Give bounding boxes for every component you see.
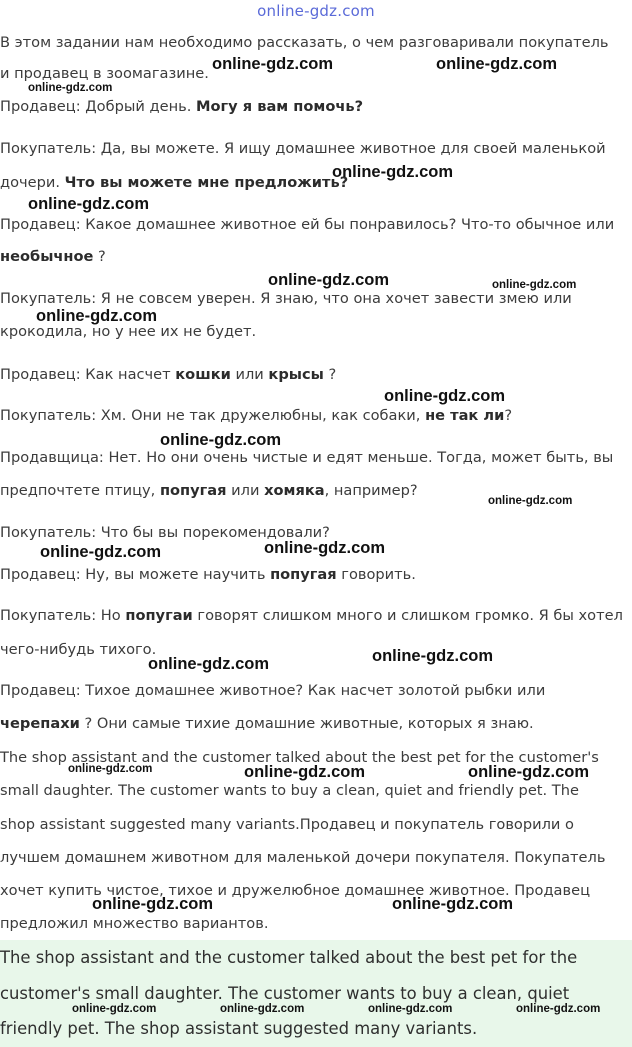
text-line: предложил множество вариантов. (0, 915, 269, 932)
dialogue-line: Продавец: Тихое домашнее животное? Как насчет золотой рыбки или (0, 682, 546, 699)
watermark: online-gdz.com (264, 539, 385, 557)
dialogue-line: Покупатель: Что бы вы порекомендовали? (0, 524, 330, 541)
watermark: online-gdz.com (160, 431, 281, 449)
watermark: online-gdz.com (332, 163, 453, 181)
text-line: и продавец в зоомагазине. (0, 65, 209, 82)
dialogue-line: Покупатель: Я не совсем уверен. Я знаю, что она хочет завести змею или (0, 290, 572, 307)
watermark: online-gdz.com (468, 763, 589, 781)
watermark: online-gdz.com (68, 763, 153, 775)
site-header-link[interactable]: online-gdz.com (257, 2, 375, 20)
text-line: В этом задании нам необходимо рассказать, о чем разговаривали покупатель (0, 34, 609, 51)
text-line: хочет купить чистое, тихое и дружелюбное домашнее животное. Продавец (0, 882, 591, 899)
dialogue-line: крокодила, но у нее их не будет. (0, 323, 257, 340)
answer-box (0, 940, 632, 1047)
watermark: online-gdz.com (368, 1003, 453, 1015)
text-line: small daughter. The customer wants to buy a clean, quiet and friendly pet. The (0, 782, 579, 799)
answer-line: friendly pet. The shop assistant suggested many variants. (0, 1019, 478, 1038)
dialogue-line: черепахи ? Они самые тихие домашние животные, которых я знаю. (0, 715, 534, 732)
watermark: online-gdz.com (392, 895, 513, 913)
dialogue-line: Продавец: Добрый день. Могу я вам помочь? (0, 98, 364, 115)
watermark: online-gdz.com (384, 387, 505, 405)
watermark: online-gdz.com (488, 495, 573, 507)
watermark: online-gdz.com (436, 55, 557, 73)
watermark: online-gdz.com (148, 655, 269, 673)
watermark: online-gdz.com (220, 1003, 305, 1015)
dialogue-line: Покупатель: Хм. Они не так дружелюбны, как собаки, не так ли? (0, 407, 513, 424)
dialogue-line: необычное ? (0, 248, 106, 265)
watermark: online-gdz.com (40, 543, 161, 561)
dialogue-line: дочери. Что вы можете мне предложить? (0, 174, 349, 191)
watermark: online-gdz.com (516, 1003, 601, 1015)
dialogue-line: чего-нибудь тихого. (0, 641, 157, 658)
watermark: online-gdz.com (28, 195, 149, 213)
dialogue-line: Продавец: Как насчет кошки или крысы ? (0, 366, 337, 383)
watermark: online-gdz.com (268, 271, 389, 289)
dialogue-line: Покупатель: Но попугаи говорят слишком много и слишком громко. Я бы хотел (0, 607, 623, 624)
dialogue-line: Покупатель: Да, вы можете. Я ищу домашнее животное для своей маленькой (0, 140, 606, 157)
watermark: online-gdz.com (372, 647, 493, 665)
dialogue-line: предпочтете птицу, попугая или хомяка, например? (0, 482, 418, 499)
watermark: online-gdz.com (92, 895, 213, 913)
answer-line: The shop assistant and the customer talked about the best pet for the (0, 948, 578, 967)
watermark: online-gdz.com (36, 307, 157, 325)
watermark: online-gdz.com (244, 763, 365, 781)
answer-line: customer's small daughter. The customer wants to buy a clean, quiet (0, 984, 570, 1003)
dialogue-line: Продавщица: Нет. Но они очень чистые и едят меньше. Тогда, может быть, вы (0, 449, 614, 466)
text-line: The shop assistant and the customer talked about the best pet for the customer's (0, 749, 599, 766)
watermark: online-gdz.com (492, 279, 577, 291)
text-line: shop assistant suggested many variants.Продавец и покупатель говорили о (0, 816, 574, 833)
text-line: лучшем домашнем животном для маленькой дочери покупателя. Покупатель (0, 849, 606, 866)
watermark: online-gdz.com (212, 55, 333, 73)
dialogue-line: Продавец: Ну, вы можете научить попугая говорить. (0, 566, 416, 583)
watermark: online-gdz.com (28, 82, 113, 94)
dialogue-line: Продавец: Какое домашнее животное ей бы понравилось? Что-то обычное или (0, 216, 615, 233)
watermark: online-gdz.com (72, 1003, 157, 1015)
